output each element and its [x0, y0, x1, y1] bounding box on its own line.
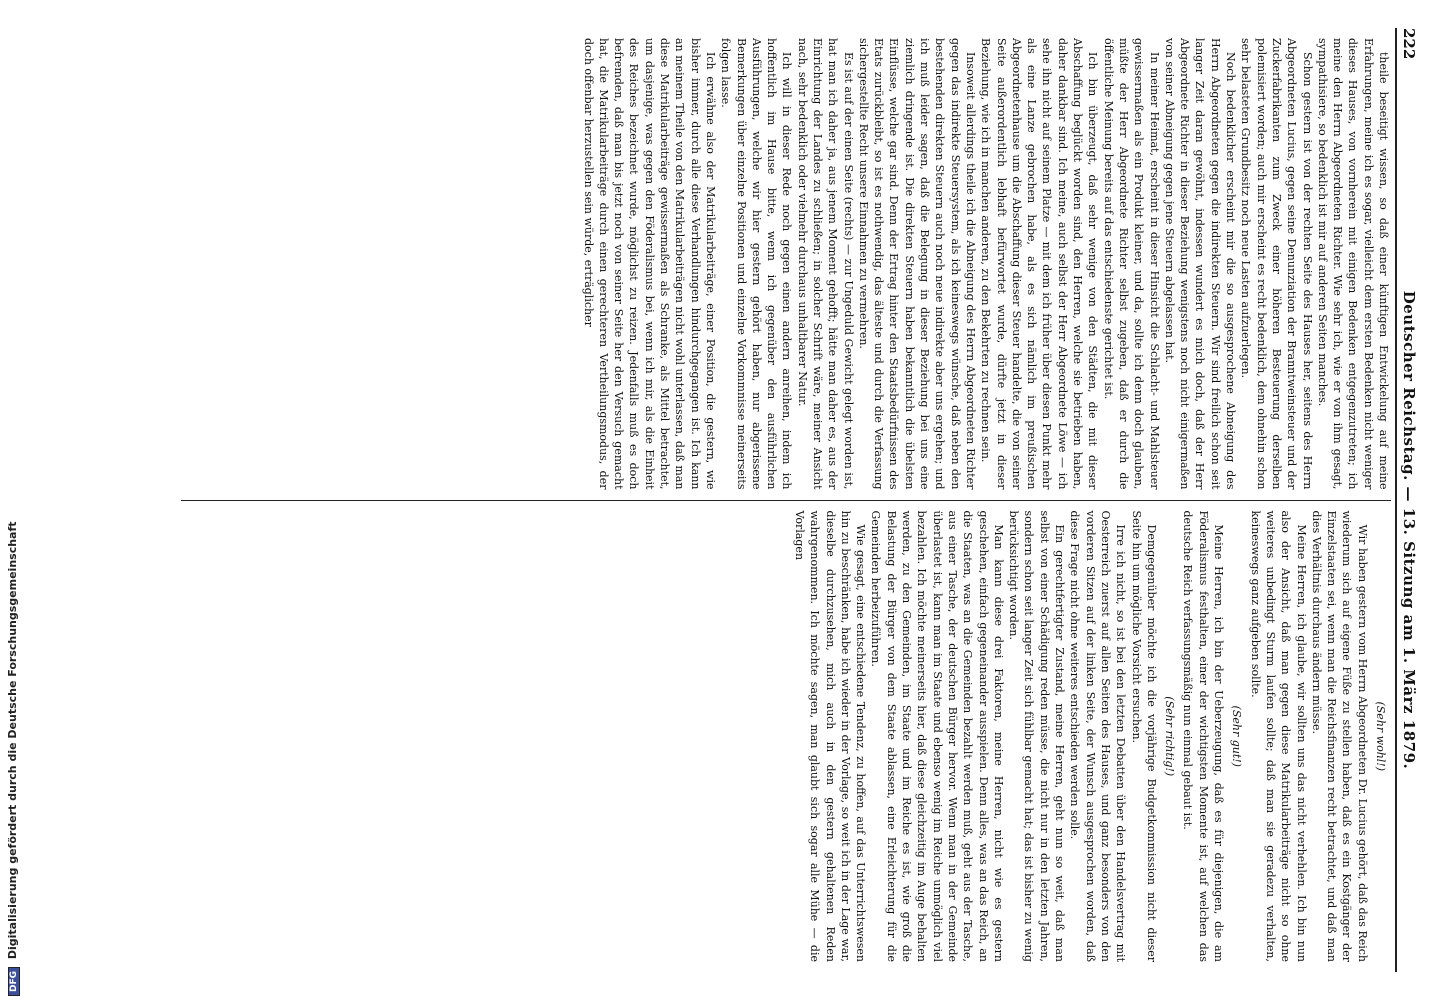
paragraph: Irre ich nicht, so ist bei den letzten Debatten über den Handelsvertrag mit Oesterreich zuerst auf allen Seiten des Hauses, und ganz besonders von den vorderen Sitzen auf der linken Seite, der Wunsch ausgesprochen worden, daß diese Frage nicht ohne weiteres entschieden werden solle. — [1068, 510, 1128, 962]
paragraph: Insoweit allerdings theile ich die Abneigung des Herrn Abgeordneten Richter gegen das indirekte Steuersystem, als ich keineswegs wünsche, daß neben den bestehenden direkten Steuern auch noch neue indirekte aber uns ergehen; und ich muß leider sagen, daß die Belegung in dieser Beziehung bei uns eine ziemlich dringende ist. Die direkten Steuern haben bekanntlich die übelsten Einflüsse, welche gar sind. Denn der Ertrag hinter den Staatsbedürfnissen des Etats zurückbleibt, so ist es nothwendig, das älteste und durch die Verfassung sichergestellte Recht unsere Einnahmen zu vermehren. — [856, 38, 977, 490]
paragraph: (Sehr richtig!) — [1163, 696, 1177, 777]
left-column — [181, 28, 1391, 500]
page-title: Deutscher Reichstag. — 13. Sitzung am 1. März 1879. — [1400, 290, 1418, 770]
dfg-logo: DFG — [8, 967, 20, 996]
digitization-credit — [0, 0, 26, 1000]
paragraph: Wie gesagt, eine entschiedene Tendenz, zu hoffen, auf das Unterrichtswesen hin zu beschränken, habe ich wieder in der Vorlage, so weit ich in der Lage war, dieselbe durchzusehen, mich auch in den gestern gehaltenen Reden wahrgenommen. Ich möchte sagen, man glaubt sich sogar alle Mühe — die Vorlagen — [793, 510, 868, 962]
paragraph: Meine Herren, ich bin der Ueberzeugung, daß es für diejenigen, die am Föderalismus festhalten, einer der wichtigsten Momente ist, auf welchen das deutsche Reich verfassungsmäßig nun einmal gebaut ist. — [1181, 510, 1226, 962]
text-columns — [181, 28, 1391, 972]
paragraph: Meine Herren, ich glaube, wir sollten uns das nicht verhehlen. Ich bin nun also der Ansicht, daß man gegen diese Matrikularbeiträge nicht so ohne weiteres unbedingt Sturm laufen sollte; daß man sie geradezu verhalten, keineswegs ganz aufgeben sollte. — [1248, 510, 1308, 962]
page-header — [1395, 28, 1418, 972]
credit-text: Digitalisierung gefördert durch die Deutsche Forschungsgemeinschaft — [6, 521, 19, 960]
right-column — [181, 501, 1391, 973]
paragraph: (Sehr wohl!) — [1374, 701, 1387, 772]
paragraph: In meiner Heimat, erscheint in dieser Hinsicht die Schlacht- und Mahlsteuer gewissermaßen als ein Produkt kleiner, und da, sollte ich denn doch glauben, müßte der Herr Abgeordnete Richter selbst zugeben, daß er durch die öffentliche Meinung bereits auf das entschiedenste gerichtet ist. — [1101, 38, 1161, 490]
paragraph: Es ist auf der einen Seite (rechts) — zur Ungeduld Gewicht gelegt worden ist, hat man ich daher ja, aus jenem Moment gehofft; hätte man daher es, aus der Einrichtung der Landes zu schließen; in solcher Schrift wäre, meiner Ansicht nach, sehr bedenklich oder vielmehr durchaus unhaltbarer Natur. — [795, 38, 855, 490]
paragraph: theile beseitigt wissen, so daß einer künftigen Entwickelung auf meine Erfahrungen, meine ich es sogar, vielleicht dem ersten Bedenken nicht weniger dieses Hauses, von vornherein mit einigen Bedenken entgegenzutreten; ich meine den Herrn Abgeordneten Richter. Wie sehr ich, wie er von ihm gesagt, sympathisiere, so bedenklich ist mir auf anderen Seiten manches. — [1315, 38, 1390, 490]
paragraph: Ich will in dieser Rede noch gegen einen andern anreihen, indem ich hoffentlich im Hause bitte, wenn ich gegenüber den ausführlichen Ausführungen, welche wir hier gestern gehört haben, nur abgerissene Bemerkungen über einzelne Positionen und einzelne Vorkommnisse meinerseits folgen lasse. — [719, 38, 794, 490]
paragraph: Noch bedenklicher erscheint mir die so ausgesprochene Abneigung des Herrn Abgeordneten gegen die indirekten Steuern. Wir sind freilich schon seit langer Zeit daran gewöhnt, indessen wundert es mich doch, daß der Herr Abgeordnete Richter in dieser Beziehung wenigstens noch nicht einigermaßen von seiner Abneigung gegen jene Steuern abgelassen hat. — [1162, 38, 1238, 490]
page-number: 222 — [1400, 28, 1418, 60]
paragraph: Ein gerechtfertigter Zustand, meine Herren, geht nun so weit, daß man selbst von einer Schädigung reden müsse, die nicht nur in den letzten Jahren, sondern schon seit langer Zeit sich fühlbar gemacht hat; das ist bisher zu wenig berücksichtigt worden. — [1007, 510, 1067, 962]
paragraph: Schon gestern ist von der rechten Seite des Hauses her, seitens des Herrn Abgeordneten Lucius, gegen seine Denunziation der Branntweinsteuer und der Zuckerfabrikanten zum Zweck einer höheren Besteuerung derselben polemisiert worden; auch mir erscheint es recht bedenklich, dem ohnehin schon sehr belasteten Grundbesitz noch neue Lasten aufzuerlegen. — [1239, 38, 1314, 490]
paragraph: Demgegenüber möchte ich die vorjährige Budgetkommission nicht dieser Seite hin um mögliche Vorsicht ersuchen. — [1129, 510, 1158, 962]
paragraph: (Sehr gut!) — [1230, 705, 1244, 767]
paragraph: Ich erwähne also der Matrikularbeiträge, einer Position, die gestern, wie bisher immer, durch alle diese Verhandlungen hindurchgegangen ist. Ich kann an meinem Theile von den Matrikularbeiträgen nicht wohl unterlassen, daß man diese Matrikularbeiträge gewissermaßen als Schranke, als Mittel betrachtet, um dasjenige, was gegen den Föderalismus bei, wenn ich mir, als die Einheit des Reiches bezeichnet wurde, möglichst zu reizen. Jedenfalls muß es doch befremden, daß man bis jetzt noch von seiner Seite her den Versuch gemacht hat, die Matrikularbeiträge durch einen gerechteren Vertheilungsmodus, der doch offenbar herzustellen sein würde, erträglicher — [581, 38, 717, 490]
paragraph: Wir haben gestern vom Herrn Abgeordneten Dr. Lucius gehört, daß das Reich wiederum sich auf eigene Füße zu stellen haben, daß es ein Kostgänger der Einzelstaaten sei, wenn man die Reichsfinanzen recht betrachtet, und daß man dies Verhältnis durchaus ändern müsse. — [1309, 510, 1369, 962]
paragraph: Man kann diese drei Faktoren, meine Herren, nicht wie es gestern geschehen, einfach gegeneinander ausspielen. Denn alles, was an das Reich, an die Staaten, was an die Gemeinden bezahlt werden muß, geht aus der Tasche, aus einer Tasche, der deutschen Bürger hervor. Wenn man in der Gemeinde überlastet ist, kann man im Staate und ebenso wenig im Reiche unmöglich viel bezahlen. Ich möchte meinerseits hier, daß diese gleichzeitig im Auge behalten werden, zu den Gemeinden, im Staate und im Reiche es ist, wie groß die Belastung der Bürger von dem Staate ablassen, eine Erleichterung für die Gemeinden herbeizuführen. — [869, 510, 1005, 962]
paragraph: Ich bin überzeugt, daß sehr wenige von den Städten, die mit dieser Abschaffung beglückt worden sind, den Herren, welche sie betrieben haben, daher dankbar sind. Ich meine, auch selbst der Herr Abgeordnete Löwe — ich sehe ihn nicht auf seinem Platze — mit dem ich früher über diesen Punkt mehr als eine Lanze gebrochen habe, als es sich nämlich im preußischen Abgeordnetenhause um die Abschaffung dieser Steuer handelte, die von seiner Seite außerordentlich lebhaft befürwortet wurde, dürfte jetzt in dieser Beziehung, wie ich in manchen anderen, zu den Bekehrten zu rechnen sein. — [979, 38, 1100, 490]
